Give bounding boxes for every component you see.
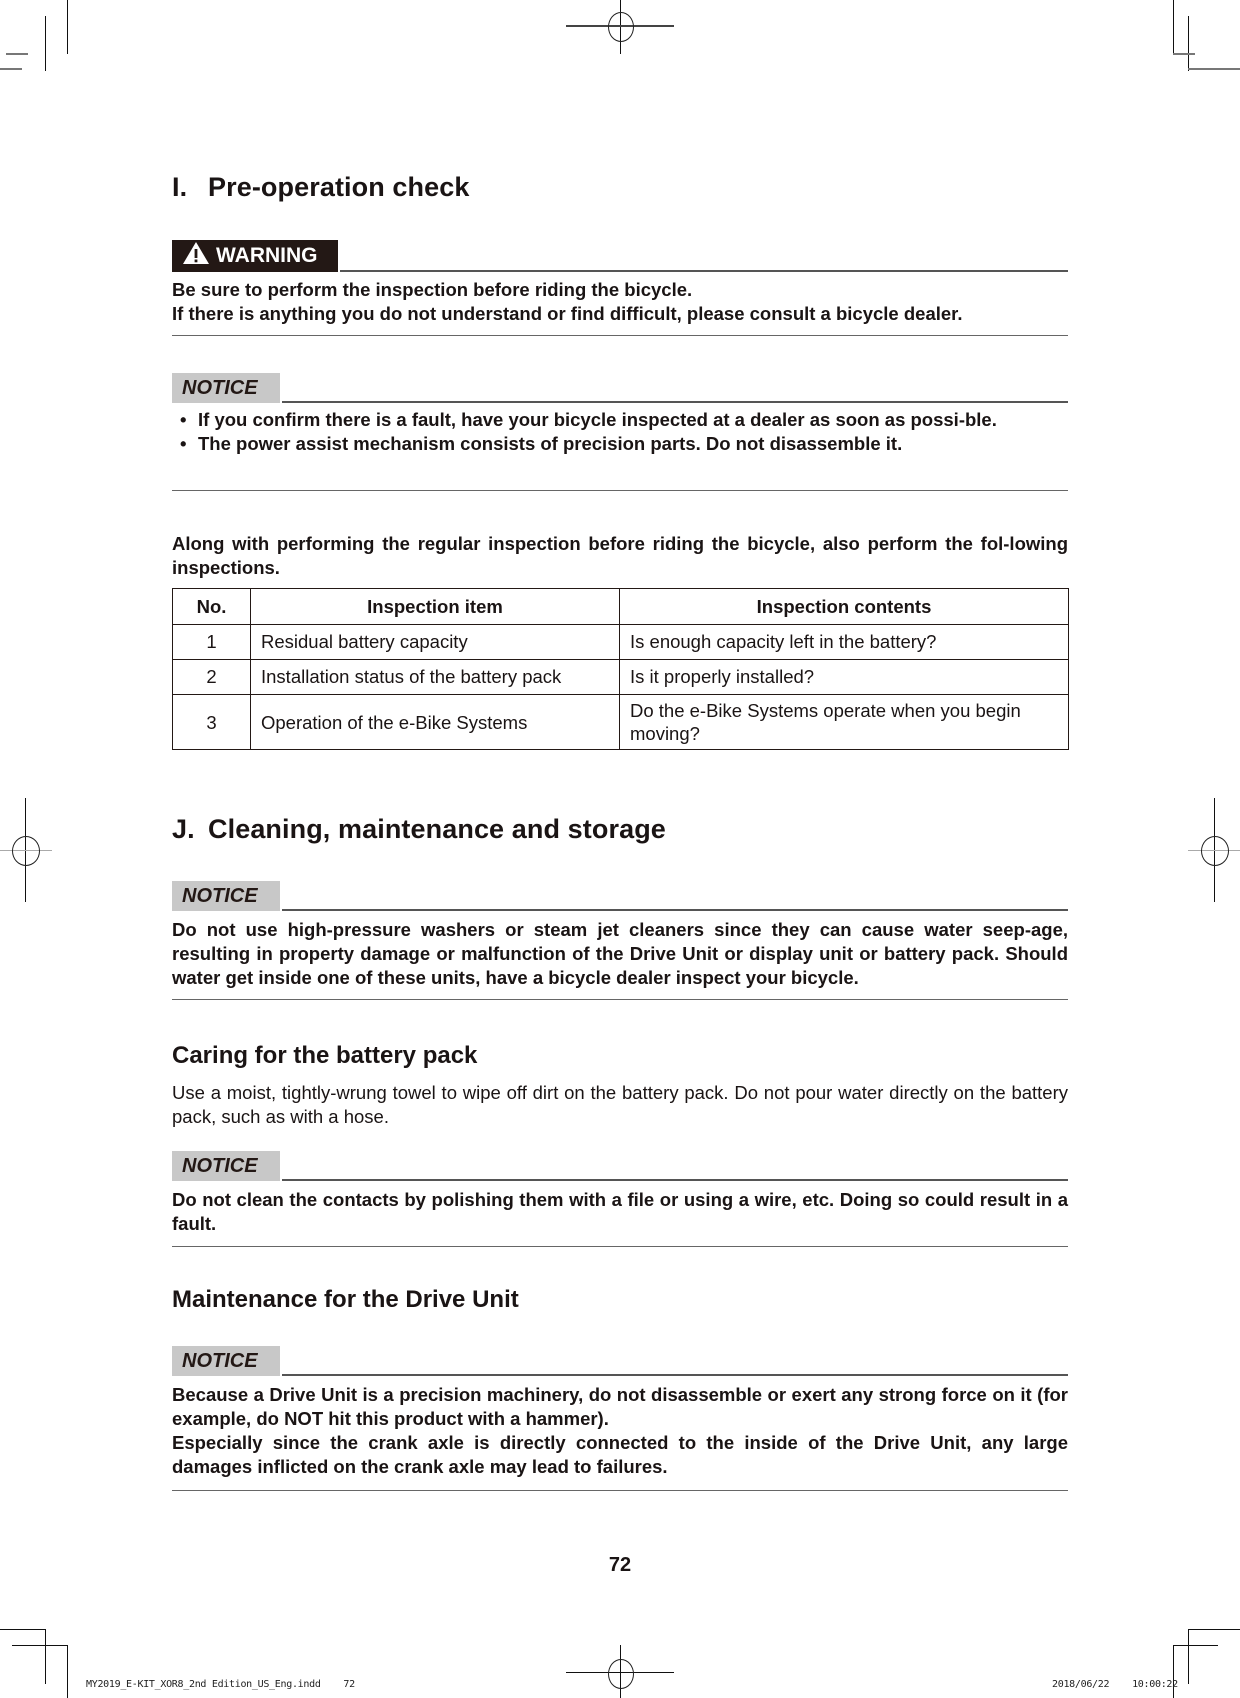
table-row: 1 Residual battery capacity Is enough capacity left in the battery? [173, 625, 1069, 660]
notice-end-rule [172, 490, 1068, 491]
drive-unit-heading: Maintenance for the Drive Unit [172, 1286, 519, 1313]
notice-bullet-list [172, 408, 1068, 456]
notice-bullet: • If you confirm there is a fault, have your bicycle inspected at a dealer as soon as possi-ble. [172, 408, 1068, 432]
section-i-heading [172, 172, 470, 203]
warning-end-rule [172, 335, 1068, 336]
notice-drive-unit-text: Because a Drive Unit is a precision machinery, do not disassemble or exert any strong force on it (for example, do NOT hit this product with a hammer). Especially since the crank axle is directly connected to the inside of the Drive Unit, any large damages inflicted on the crank axle may lead to failures. [172, 1384, 1068, 1477]
notice-header-line [282, 1179, 1068, 1181]
column-header-no: No. [173, 589, 251, 625]
notice-header-line [282, 1374, 1068, 1376]
notice-bullet: • The power assist mechanism consists of precision parts. Do not disassemble it. [172, 432, 1068, 456]
section-i-number: I. [172, 172, 188, 202]
warning-header-line [340, 270, 1068, 272]
notice-header-4 [172, 1346, 1068, 1378]
warning-triangle-icon [182, 241, 210, 271]
inspection-table [172, 588, 1069, 750]
warning-text: Be sure to perform the inspection before riding the bicycle. If there is anything you do not understand or find difficult, please consult a bicycle dealer. [172, 279, 963, 324]
column-header-item: Inspection item [251, 589, 620, 625]
notice-end-rule [172, 999, 1068, 1000]
notice-contacts-text: Do not clean the contacts by polishing them with a file or using a wire, etc. Doing so could result in a fault. [172, 1189, 1068, 1234]
notice-end-rule [172, 1490, 1068, 1491]
battery-care-heading: Caring for the battery pack [172, 1042, 478, 1069]
notice-label: NOTICE [172, 1346, 280, 1376]
warning-header [172, 240, 1068, 272]
slug-datetime: 2018/06/22 10:00:22 [1052, 1679, 1178, 1690]
notice-label: NOTICE [172, 1151, 280, 1181]
section-j-heading [172, 814, 666, 845]
notice-header-1 [172, 373, 1068, 405]
section-i-title: Pre-operation check [208, 172, 470, 202]
battery-care-text: Use a moist, tightly-wrung towel to wipe off dirt on the battery pack. Do not pour water directly on the battery pack, such as with a hose. [172, 1082, 1068, 1127]
table-header-row [173, 589, 1069, 625]
notice-header-3 [172, 1151, 1068, 1183]
section-j-number: J. [172, 814, 195, 844]
notice-header-line [282, 909, 1068, 911]
table-row: 3 Operation of the e-Bike Systems Do the e-Bike Systems operate when you begin moving? [173, 695, 1069, 750]
column-header-contents: Inspection contents [620, 589, 1069, 625]
slug-filename: MY2019_E-KIT_XOR8_2nd Edition_US_Eng.indd 72 [86, 1679, 355, 1690]
inspection-intro: Along with performing the regular inspection before riding the bicycle, also perform the fol-lowing inspections. [172, 533, 1068, 578]
page-number: 72 [608, 1554, 632, 1576]
notice-washers-text: Do not use high-pressure washers or steam jet cleaners since they can cause water seep-age, resulting in property damage or malfunction of the Drive Unit or display unit or battery pack. Should water get inside one of these units, have a bicycle dealer inspect your bicycle. [172, 919, 1068, 988]
section-j-title: Cleaning, maintenance and storage [208, 814, 666, 844]
table-row: 2 Installation status of the battery pack Is it properly installed? [173, 660, 1069, 695]
notice-label: NOTICE [172, 373, 280, 403]
notice-header-line [282, 401, 1068, 403]
notice-header-2 [172, 881, 1068, 913]
notice-label: NOTICE [172, 881, 280, 911]
warning-label: WARNING [172, 240, 338, 272]
notice-end-rule [172, 1246, 1068, 1247]
